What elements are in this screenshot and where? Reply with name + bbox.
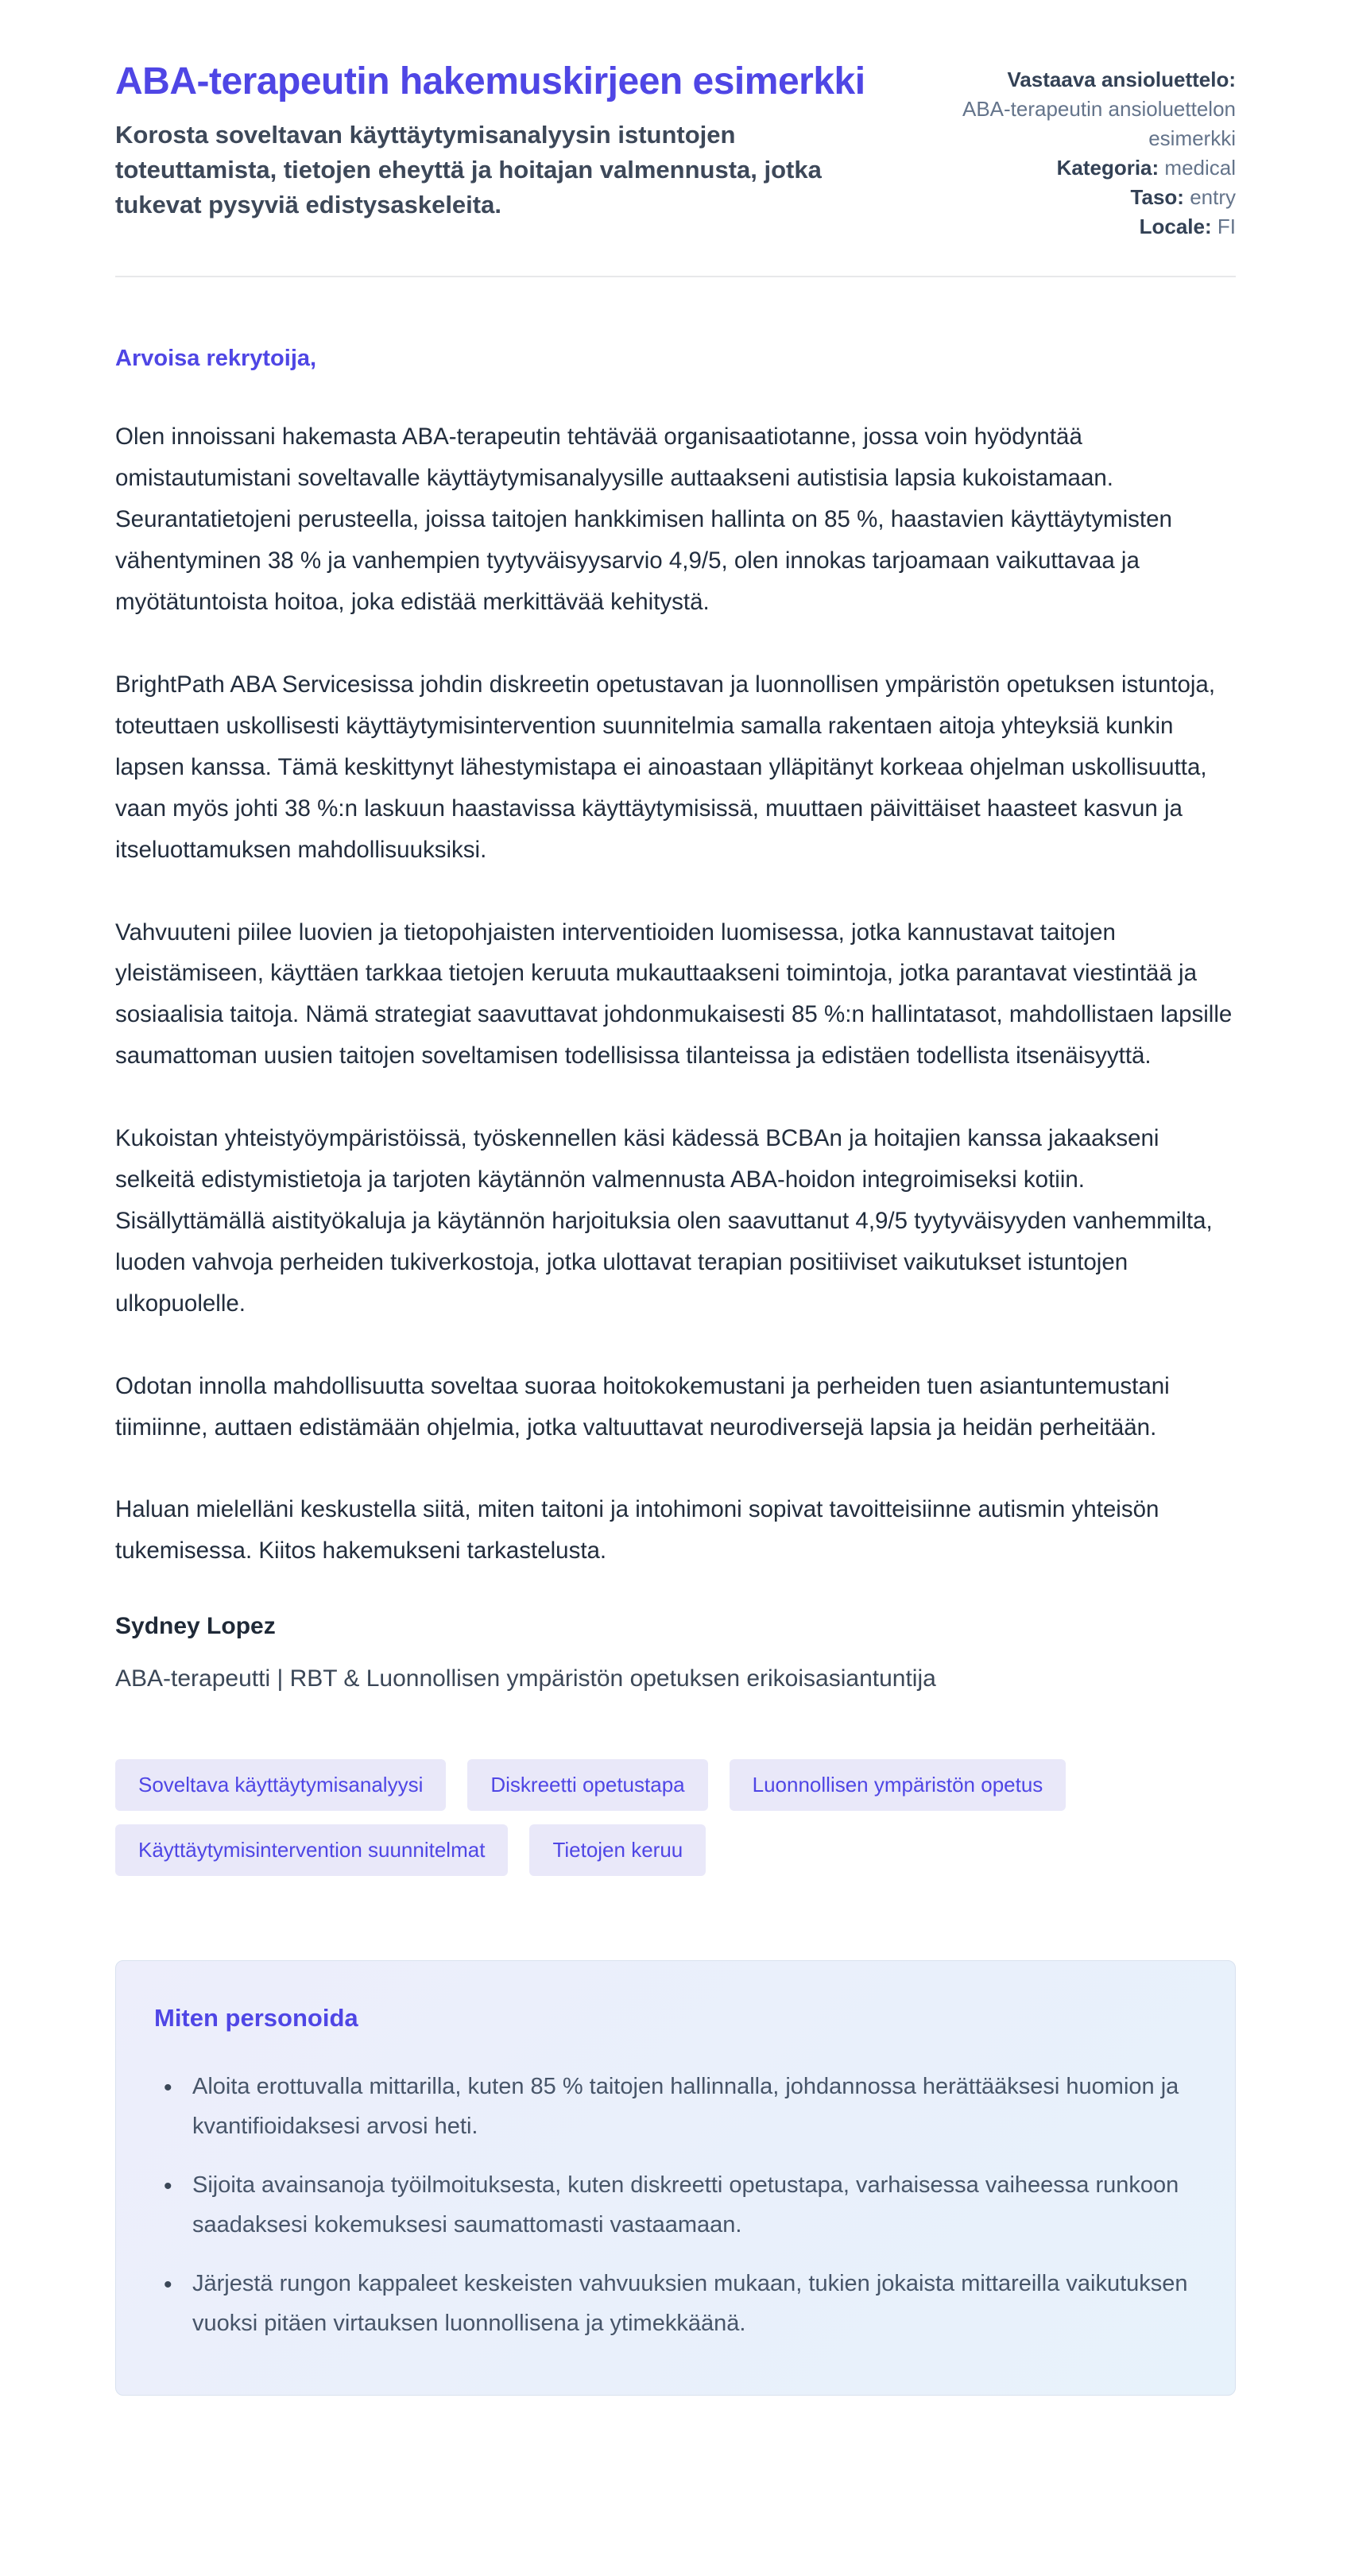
tips-list: [154, 2067, 1197, 2343]
meta-block: [958, 65, 1236, 241]
meta-category: [958, 153, 1236, 183]
meta-level-label: Taso:: [1130, 184, 1184, 209]
signature-role: ABA-terapeutti | RBT & Luonnollisen ympäristön opetuksen erikoisasiantuntija: [115, 1665, 936, 1692]
letter-paragraph-4: Kukoistan yhteistyöympäristöissä, työskennellen käsi kädessä BCBAn ja hoitajien kanssa jakaakseni selkeitä edistymistietoja ja tarjoten käytännön valmennusta ABA-hoidon integroimiseksi kotiin. Sisällyttämällä aistityökaluja ja käytännön harjoituksia olen saavuttanut 4,9/5 tyytyväisyyden vanhemmilta, luoden vahvoja perheiden tukiverkostoja, jotka ulottavat terapian positiiviset vaikutukset istuntojen ulkopuolelle.: [115, 1125, 1213, 1317]
tag-chip: Soveltava käyttäytymisanalyysi: [115, 1759, 446, 1811]
tag-chip: Käyttäytymisintervention suunnitelmat: [115, 1824, 508, 1876]
tag-chip: Luonnollisen ympäristön opetus: [730, 1759, 1066, 1811]
page-title: ABA-terapeutin hakemuskirjeen esimerkki: [115, 60, 865, 102]
meta-locale-label: Locale:: [1139, 214, 1212, 238]
personalization-tips-box: [115, 1960, 1236, 2395]
page-subtitle: Korosta soveltavan käyttäytymisanalyysin istuntojen toteuttamista, tietojen eheyttä ja hoitajan valmennusta, jotka tukevat pysyviä edistysaskeleita.: [115, 121, 822, 219]
tip-item: • Sijoita avainsanoja työilmoituksesta, kuten diskreetti opetustapa, varhaisessa vaiheessa runkoon saadaksesi kokemuksesi saumattomasti vastaamaan.: [154, 2166, 1197, 2245]
tip-item: • Järjestä rungon kappaleet keskeisten vahvuuksien mukaan, tukien jokaista mittareilla vaikutuksen vuoksi pitäen virtauksen luonnollisena ja ytimekkäänä.: [154, 2265, 1197, 2344]
header-divider: [115, 276, 1236, 277]
letter-paragraph-2: BrightPath ABA Servicesissa johdin diskreetin opetustavan ja luonnollisen ympäristön opetuksen istuntoja, toteuttaen uskollisesti käyttäytymisintervention suunnitelmia samalla rakentaen aitoja yhteyksiä kunkin lapsen kanssa. Tämä keskittynyt lähestymistapa ei ainoastaan ylläpitänyt korkeaa ohjelman uskollisuutta, vaan myös johti 38 %:n laskuun haastavissa käyttäytymisissä, muuttaen päivittäiset haasteet kasvun ja itseluottamuksen mahdollisuuksiksi.: [115, 671, 1216, 863]
letter-paragraph-3: Vahvuuteni piilee luovien ja tietopohjaisten interventioiden luomisessa, jotka kannustavat taitojen yleistämiseen, käyttäen tarkkaa tietojen keruuta mukauttaakseni toimintoja, jotka parantavat viestintää ja sosiaalisia taitoja. Nämä strategiat saavuttavat johdonmukaisesti 85 %:n hallintatasot, mahdollistaen lapsille saumattoman uusien taitojen soveltamisen todellisissa tilanteissa ja edistäen todellista itsenäisyyttä.: [115, 919, 1233, 1069]
tips-title: Miten personoida: [154, 2004, 358, 2033]
meta-resume-label: Vastaava ansioluettelo:: [1007, 68, 1236, 91]
tag-chip: Diskreetti opetustapa: [467, 1759, 707, 1811]
letter-paragraph-1: Olen innoissani hakemasta ABA-terapeutin tehtävää organisaatiotanne, jossa voin hyödyntää omistautumistani soveltavalle käyttäytymisanalyysille auttaakseni autistisia lapsia kukoistamaan. Seurantatietojeni perusteella, joissa taitojen hankkimisen hallinta on 85 %, haastavien käyttäytymisten vähentyminen 38 % ja vanhempien tyytyväisyysarvio 4,9/5, olen innokas tarjoamaan vaikuttavaa ja myötätuntoista hoitoa, joka edistää merkittävää kehitystä.: [115, 424, 1172, 616]
letter-paragraph-5: Odotan innolla mahdollisuutta soveltaa suoraa hoitokokemustani ja perheiden tuen asiantuntemustani tiimiinne, auttaen edistämään ohjelmia, jotka valtuuttavat neurodiversejä lapsia ja heidän perheitään.: [115, 1372, 1170, 1441]
tag-chip: Tietojen keruu: [529, 1824, 706, 1876]
meta-locale: [958, 212, 1236, 242]
letter-paragraph-6: Haluan mielelläni keskustella siitä, miten taitoni ja intohimoni sopivat tavoitteisiinne autismin yhteisön tukemisessa. Kiitos hakemukseni tarkastelusta.: [115, 1496, 1159, 1565]
meta-level-value: entry: [1190, 184, 1236, 209]
signature-block: [115, 1613, 1236, 1692]
header: [115, 57, 1236, 241]
tip-item: • Aloita erottuvalla mittarilla, kuten 85 % taitojen hallinnalla, johdannossa herättääksesi huomion ja kvantifioidaksesi arvosi heti.: [154, 2067, 1197, 2147]
meta-resume-value: ABA-terapeutin ansioluettelon esimerkki: [962, 96, 1236, 150]
meta-level: [958, 183, 1236, 212]
skill-tags: [115, 1759, 1180, 1876]
page: [115, 0, 1236, 2472]
cover-letter-body: [115, 346, 1236, 1692]
signature-name: Sydney Lopez: [115, 1613, 276, 1640]
header-text: [115, 57, 870, 222]
meta-locale-value: FI: [1217, 214, 1236, 238]
meta-category-value: medical: [1164, 155, 1236, 180]
meta-category-label: Kategoria:: [1056, 155, 1159, 180]
letter-greeting: Arvoisa rekrytoija,: [115, 346, 317, 372]
